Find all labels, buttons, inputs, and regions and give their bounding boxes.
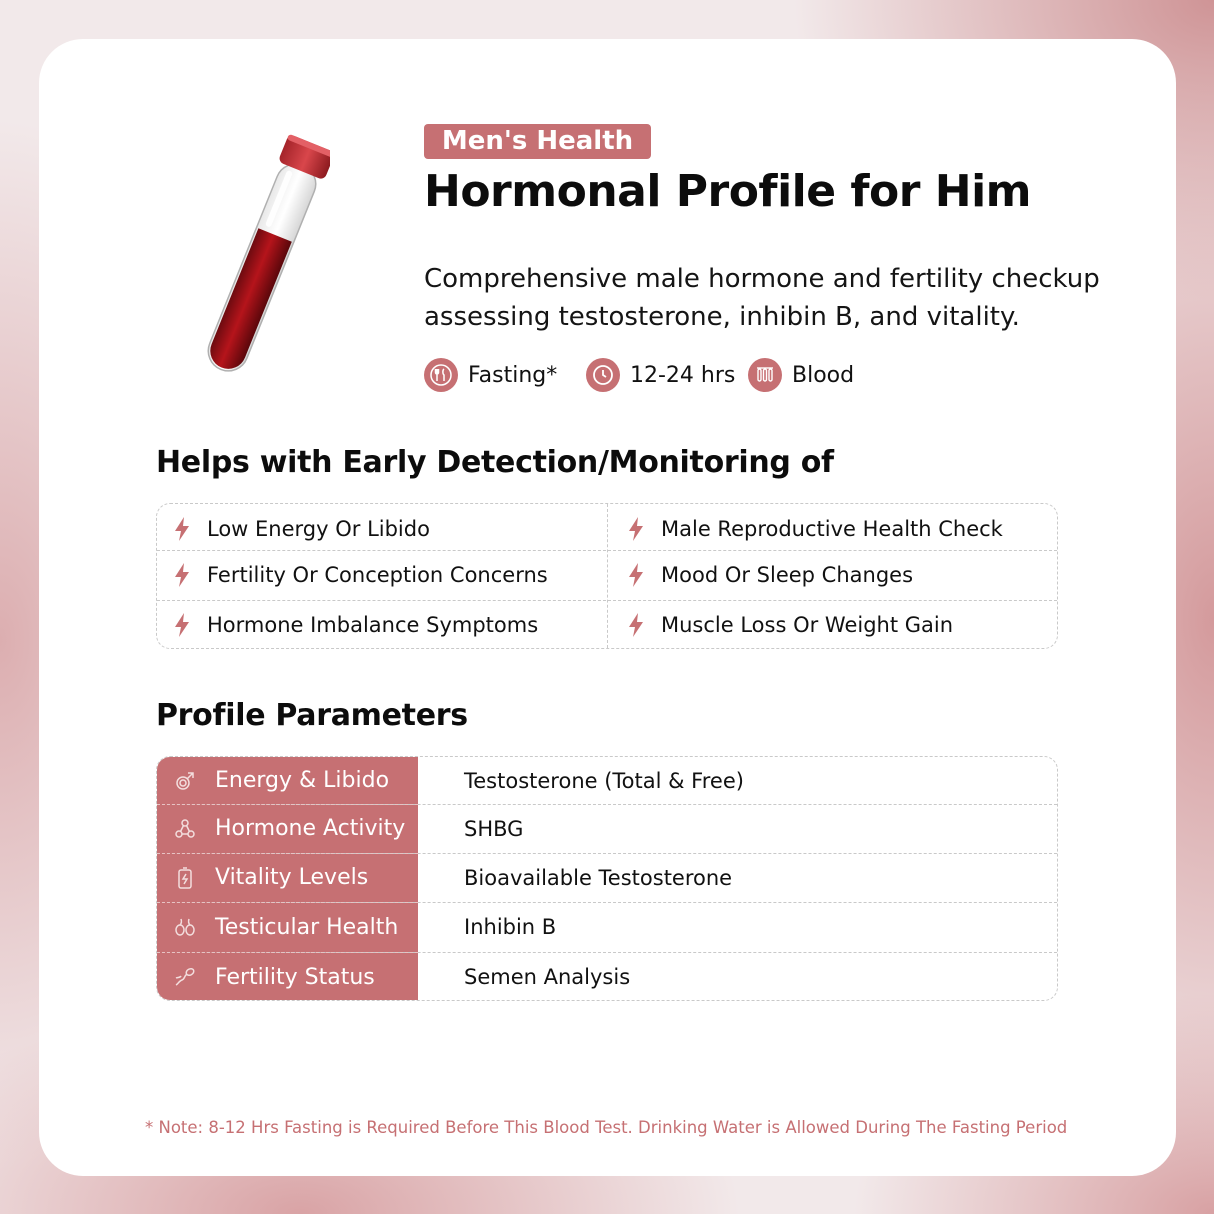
- meta-sample: [748, 356, 854, 394]
- blood-sample-icon: [748, 358, 782, 392]
- parameters-table: [156, 756, 1058, 1001]
- parameters-heading: Profile Parameters: [156, 698, 468, 733]
- testicles-icon: [173, 915, 197, 939]
- lightning-icon: [627, 517, 645, 541]
- meta-label: Blood: [792, 362, 855, 388]
- lightning-icon: [173, 613, 191, 637]
- meta-turnaround: [586, 356, 735, 394]
- list-item: Male Reproductive Health Check: [627, 506, 1003, 552]
- fasting-note: * Note: 8-12 Hrs Fasting is Required Before This Blood Test. Drinking Water is Allowed During The Fasting Period: [145, 1118, 1068, 1137]
- list-item: Low Energy Or Libido: [173, 506, 430, 552]
- table-row: Vitality Levels Bioavailable Testosterone: [157, 853, 1057, 902]
- blood-tube-illustration: [200, 128, 330, 393]
- list-item: Muscle Loss Or Weight Gain: [627, 602, 953, 648]
- clock-icon: [586, 358, 620, 392]
- list-item: Fertility Or Conception Concerns: [173, 552, 548, 598]
- test-description: Comprehensive male hormone and fertility checkup assessing testosterone, inhibin B, and vitality.: [424, 264, 1100, 332]
- detection-heading: Helps with Early Detection/Monitoring of: [156, 445, 834, 480]
- molecule-icon: [173, 817, 197, 841]
- meta-label: Fasting*: [468, 362, 558, 388]
- table-row: Hormone Activity SHBG: [157, 804, 1057, 853]
- meta-fasting: [424, 356, 557, 394]
- detection-grid: [156, 503, 1058, 649]
- lightning-icon: [173, 563, 191, 587]
- page-title: Hormonal Profile for Him: [424, 166, 1032, 217]
- list-item: Hormone Imbalance Symptoms: [173, 602, 538, 648]
- list-item: Mood Or Sleep Changes: [627, 552, 913, 598]
- sperm-icon: [173, 965, 197, 989]
- male-symbol-icon: [173, 769, 197, 793]
- lightning-icon: [627, 563, 645, 587]
- table-row: Fertility Status Semen Analysis: [157, 952, 1057, 1001]
- table-row: Testicular Health Inhibin B: [157, 902, 1057, 952]
- category-badge: Men's Health: [424, 124, 651, 159]
- fasting-icon: [424, 358, 458, 392]
- lightning-icon: [173, 517, 191, 541]
- lightning-icon: [627, 613, 645, 637]
- meta-label: 12-24 hrs: [630, 362, 736, 388]
- table-row: Energy & Libido Testosterone (Total & Free): [157, 757, 1057, 804]
- battery-icon: [173, 866, 197, 890]
